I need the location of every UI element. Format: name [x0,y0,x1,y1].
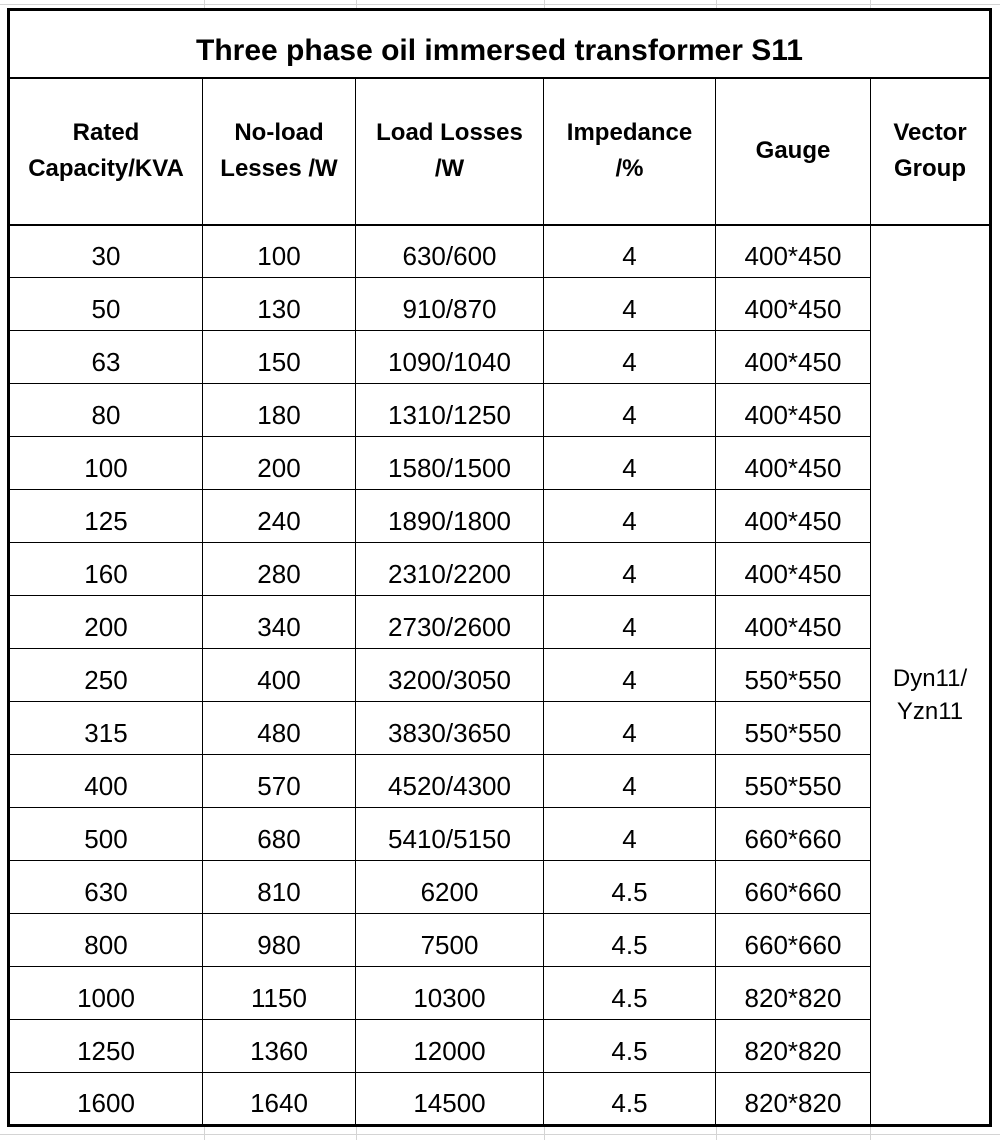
cell-gauge[interactable]: 660*660 [716,861,871,914]
cell-no-load-losses[interactable]: 130 [203,278,356,331]
cell-impedance[interactable]: 4 [544,702,716,755]
cell-rated-capacity[interactable]: 1250 [9,1020,203,1073]
cell-impedance[interactable]: 4 [544,278,716,331]
cell-impedance[interactable]: 4.5 [544,1073,716,1126]
cell-rated-capacity[interactable]: 80 [9,384,203,437]
cell-rated-capacity[interactable]: 1000 [9,967,203,1020]
cell-impedance[interactable]: 4 [544,437,716,490]
cell-impedance[interactable]: 4 [544,755,716,808]
table-row [9,967,991,1020]
cell-no-load-losses[interactable]: 340 [203,596,356,649]
table-row [9,225,991,278]
vector-group-line: Yzn11 [896,697,964,725]
cell-no-load-losses[interactable]: 980 [203,914,356,967]
cell-no-load-losses[interactable]: 1640 [203,1073,356,1126]
cell-gauge[interactable]: 820*820 [716,967,871,1020]
header-row [9,78,991,225]
cell-rated-capacity[interactable]: 315 [9,702,203,755]
header-line: Rated [72,119,140,146]
transformer-spec-table [7,8,992,1127]
cell-gauge[interactable]: 400*450 [716,384,871,437]
header-line: Group [894,155,966,182]
cell-load-losses[interactable]: 6200 [356,861,544,914]
cell-vector-group[interactable] [871,225,991,1126]
table-row [9,331,991,384]
cell-load-losses[interactable]: 14500 [356,1073,544,1126]
header-load-losses[interactable] [356,78,544,225]
table-row [9,437,991,490]
cell-no-load-losses[interactable]: 200 [203,437,356,490]
cell-gauge[interactable]: 660*660 [716,808,871,861]
cell-load-losses[interactable]: 4520/4300 [356,755,544,808]
cell-no-load-losses[interactable]: 150 [203,331,356,384]
table-row [9,914,991,967]
cell-no-load-losses[interactable]: 570 [203,755,356,808]
cell-impedance[interactable]: 4 [544,225,716,278]
table-row [9,490,991,543]
cell-rated-capacity[interactable]: 63 [9,331,203,384]
cell-load-losses[interactable]: 1890/1800 [356,490,544,543]
table-row [9,808,991,861]
cell-impedance[interactable]: 4 [544,543,716,596]
table-row [9,1020,991,1073]
cell-rated-capacity[interactable]: 630 [9,861,203,914]
cell-impedance[interactable]: 4.5 [544,861,716,914]
cell-load-losses[interactable]: 1090/1040 [356,331,544,384]
header-line: Gauge [755,137,831,164]
cell-gauge[interactable]: 550*550 [716,649,871,702]
table-row [9,861,991,914]
cell-load-losses[interactable]: 2730/2600 [356,596,544,649]
cell-rated-capacity[interactable]: 200 [9,596,203,649]
cell-load-losses[interactable]: 3200/3050 [356,649,544,702]
header-no-load-losses[interactable] [203,78,356,225]
cell-load-losses[interactable]: 910/870 [356,278,544,331]
cell-impedance[interactable]: 4 [544,808,716,861]
header-line: No-load [234,119,324,146]
table-row [9,755,991,808]
cell-no-load-losses[interactable]: 480 [203,702,356,755]
cell-rated-capacity[interactable]: 400 [9,755,203,808]
header-gauge[interactable] [716,78,871,225]
cell-no-load-losses[interactable]: 400 [203,649,356,702]
table-row [9,1073,991,1126]
cell-impedance[interactable]: 4.5 [544,1020,716,1073]
cell-gauge[interactable]: 400*450 [716,543,871,596]
header-impedance[interactable] [544,78,716,225]
cell-gauge[interactable]: 660*660 [716,914,871,967]
cell-rated-capacity[interactable]: 160 [9,543,203,596]
table-row [9,649,991,702]
header-line: Impedance [566,119,693,146]
gridline [0,1134,1000,1135]
cell-no-load-losses[interactable]: 100 [203,225,356,278]
cell-load-losses[interactable]: 7500 [356,914,544,967]
cell-load-losses[interactable]: 630/600 [356,225,544,278]
cell-load-losses[interactable]: 3830/3650 [356,702,544,755]
cell-load-losses[interactable]: 2310/2200 [356,543,544,596]
cell-gauge[interactable]: 400*450 [716,437,871,490]
cell-rated-capacity[interactable]: 100 [9,437,203,490]
cell-no-load-losses[interactable]: 1150 [203,967,356,1020]
vector-group-line: Dyn11/ [892,664,968,692]
cell-gauge[interactable]: 550*550 [716,702,871,755]
cell-rated-capacity[interactable]: 800 [9,914,203,967]
cell-rated-capacity[interactable]: 500 [9,808,203,861]
cell-impedance[interactable]: 4.5 [544,967,716,1020]
cell-impedance[interactable]: 4 [544,384,716,437]
table-row [9,384,991,437]
gridline [0,4,1000,5]
cell-impedance[interactable]: 4 [544,596,716,649]
header-line: Load Losses [376,119,523,146]
cell-gauge[interactable]: 550*550 [716,755,871,808]
cell-gauge[interactable]: 400*450 [716,490,871,543]
cell-impedance[interactable]: 4.5 [544,914,716,967]
header-line: Vector [893,119,967,146]
cell-rated-capacity[interactable]: 125 [9,490,203,543]
table-row [9,702,991,755]
cell-no-load-losses[interactable]: 240 [203,490,356,543]
cell-gauge[interactable]: 820*820 [716,1020,871,1073]
cell-no-load-losses[interactable]: 1360 [203,1020,356,1073]
header-line: /% [615,155,644,182]
cell-load-losses[interactable]: 1310/1250 [356,384,544,437]
cell-no-load-losses[interactable]: 180 [203,384,356,437]
cell-rated-capacity[interactable]: 50 [9,278,203,331]
cell-load-losses[interactable]: 5410/5150 [356,808,544,861]
header-rated-capacity[interactable] [9,78,203,225]
cell-impedance[interactable]: 4 [544,490,716,543]
cell-no-load-losses[interactable]: 280 [203,543,356,596]
cell-gauge[interactable]: 820*820 [716,1073,871,1126]
cell-impedance[interactable]: 4 [544,649,716,702]
header-line: /W [434,155,465,182]
cell-gauge[interactable]: 400*450 [716,331,871,384]
cell-no-load-losses[interactable]: 810 [203,861,356,914]
cell-no-load-losses[interactable]: 680 [203,808,356,861]
table-row [9,596,991,649]
cell-rated-capacity[interactable]: 1600 [9,1073,203,1126]
cell-gauge[interactable]: 400*450 [716,596,871,649]
cell-load-losses[interactable]: 12000 [356,1020,544,1073]
table-row [9,278,991,331]
cell-load-losses[interactable]: 1580/1500 [356,437,544,490]
cell-impedance[interactable]: 4 [544,331,716,384]
table-row [9,543,991,596]
title-row [9,10,991,78]
cell-load-losses[interactable]: 10300 [356,967,544,1020]
header-line: Capacity/KVA [28,155,184,182]
cell-rated-capacity[interactable]: 250 [9,649,203,702]
cell-gauge[interactable]: 400*450 [716,278,871,331]
header-line: Lesses /W [220,155,338,182]
table-title[interactable]: Three phase oil immersed transformer S11 [9,10,991,78]
cell-gauge[interactable]: 400*450 [716,225,871,278]
cell-rated-capacity[interactable]: 30 [9,225,203,278]
header-vector-group[interactable] [871,78,991,225]
